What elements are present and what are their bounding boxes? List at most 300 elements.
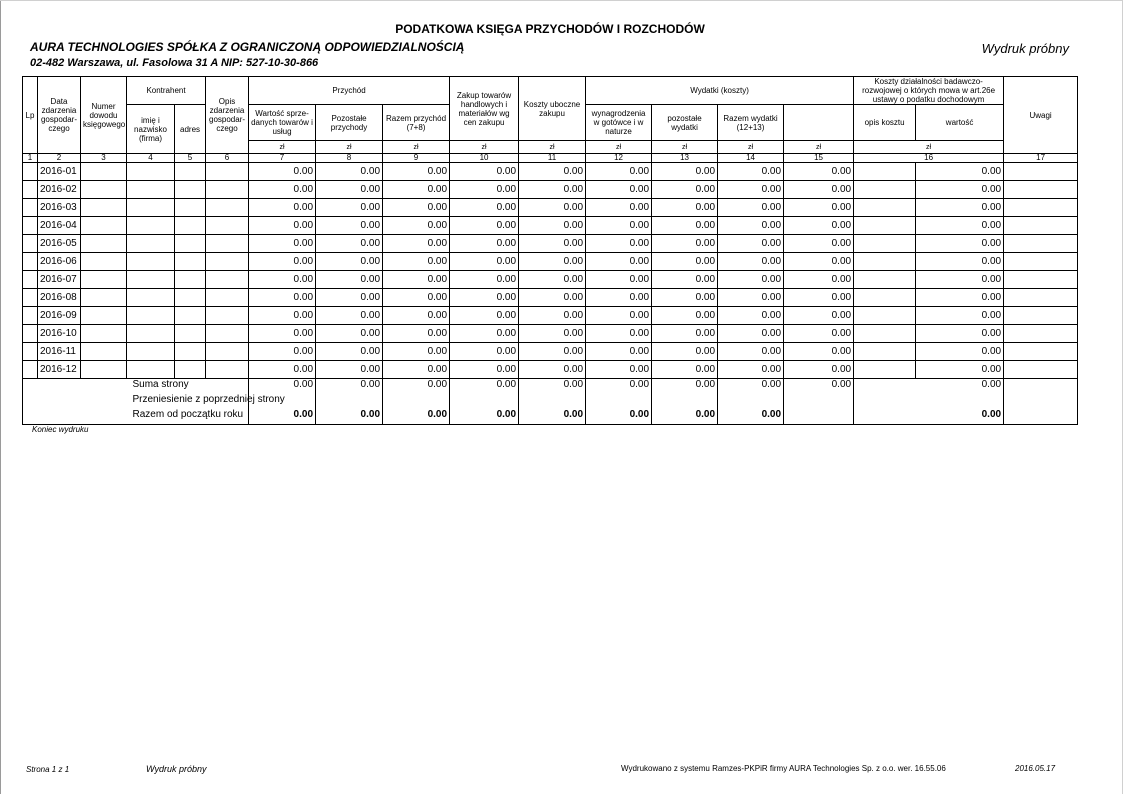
cell-value: 0.00 xyxy=(450,199,519,217)
empty-cell xyxy=(854,271,916,289)
report-title: PODATKOWA KSIĘGA PRZYCHODÓW I ROZCHODÓW xyxy=(395,22,705,36)
col-exp-other: pozostałe wydatki xyxy=(652,105,718,141)
table-row xyxy=(23,325,1078,343)
footer-draft-label: Wydruk próbny xyxy=(146,764,207,774)
cell-value: 0.00 xyxy=(383,343,450,361)
empty-cell xyxy=(23,199,38,217)
cell-value: 0.00 xyxy=(652,217,718,235)
unit-label: zł xyxy=(718,141,784,154)
cell-value: 0.00 xyxy=(784,361,854,379)
empty-cell xyxy=(23,181,38,199)
cell-value: 0.00 xyxy=(249,163,316,181)
sum-value: 0.00 xyxy=(519,379,586,395)
cell-value: 0.00 xyxy=(316,199,383,217)
empty-cell xyxy=(81,163,127,181)
cell-value: 0.00 xyxy=(652,163,718,181)
empty-cell xyxy=(175,163,206,181)
cell-value: 0.00 xyxy=(519,235,586,253)
cell-value: 0.00 xyxy=(916,343,1004,361)
year-total-label: Razem od początku roku xyxy=(81,409,249,425)
col-purchase: Zakup towarów handlowych i materiałów wg cen zakupu xyxy=(450,77,519,141)
cell-value: 0.00 xyxy=(519,253,586,271)
cell-value: 0.00 xyxy=(249,289,316,307)
cell-value: 0.00 xyxy=(586,181,652,199)
empty-cell xyxy=(175,343,206,361)
cell-value: 0.00 xyxy=(519,199,586,217)
unit-label: zł xyxy=(450,141,519,154)
empty-cell xyxy=(23,289,38,307)
cell-value: 0.00 xyxy=(652,343,718,361)
empty-cell xyxy=(127,253,175,271)
sum-value: 0.00 xyxy=(249,379,316,395)
page-number: Strona 1 z 1 xyxy=(26,765,70,774)
cell-value: 0.00 xyxy=(519,307,586,325)
cell-value: 0.00 xyxy=(586,199,652,217)
row-date: 2016-01 xyxy=(38,163,81,181)
empty-cell xyxy=(23,271,38,289)
cell-value: 0.00 xyxy=(450,181,519,199)
cell-value: 0.00 xyxy=(249,181,316,199)
col-notes: Uwagi xyxy=(1004,77,1078,154)
cell-value: 0.00 xyxy=(916,307,1004,325)
row-date: 2016-09 xyxy=(38,307,81,325)
total-value: 0.00 xyxy=(249,409,316,425)
column-number: 10 xyxy=(450,154,519,163)
cell-value: 0.00 xyxy=(383,361,450,379)
cell-value: 0.00 xyxy=(316,217,383,235)
empty-cell xyxy=(206,253,249,271)
cell-value: 0.00 xyxy=(916,271,1004,289)
empty-cell xyxy=(1004,163,1078,181)
cell-value: 0.00 xyxy=(718,271,784,289)
unit-label: zł xyxy=(652,141,718,154)
cell-value: 0.00 xyxy=(718,217,784,235)
row-date: 2016-08 xyxy=(38,289,81,307)
sum-value: 0.00 xyxy=(586,379,652,395)
empty-cell xyxy=(854,307,916,325)
empty-cell xyxy=(1004,235,1078,253)
empty-cell xyxy=(206,307,249,325)
empty-cell xyxy=(127,325,175,343)
empty-cell xyxy=(854,289,916,307)
empty-cell xyxy=(854,343,916,361)
cell-value: 0.00 xyxy=(249,343,316,361)
empty-cell xyxy=(127,235,175,253)
empty-cell xyxy=(81,235,127,253)
empty-cell xyxy=(175,307,206,325)
empty-cell xyxy=(175,235,206,253)
empty-cell xyxy=(81,361,127,379)
cell-value: 0.00 xyxy=(784,289,854,307)
col-contractor-name: imię i nazwisko (firma) xyxy=(127,105,175,154)
cell-value: 0.00 xyxy=(916,235,1004,253)
cell-value: 0.00 xyxy=(718,343,784,361)
empty-cell xyxy=(854,181,916,199)
cell-value: 0.00 xyxy=(916,181,1004,199)
ledger-table xyxy=(22,76,1078,425)
cell-value: 0.00 xyxy=(383,181,450,199)
cell-value: 0.00 xyxy=(718,307,784,325)
cell-value: 0.00 xyxy=(519,217,586,235)
total-value: 0.00 xyxy=(916,409,1004,425)
col-exp-salary: wynagrodzenia w gotówce i w naturze xyxy=(586,105,652,141)
empty-cell xyxy=(206,271,249,289)
cell-value: 0.00 xyxy=(784,271,854,289)
cell-value: 0.00 xyxy=(718,253,784,271)
table-row xyxy=(23,253,1078,271)
empty-cell xyxy=(206,289,249,307)
cell-value: 0.00 xyxy=(652,361,718,379)
cell-value: 0.00 xyxy=(249,217,316,235)
empty-cell xyxy=(1004,361,1078,379)
empty-cell xyxy=(81,181,127,199)
cell-value: 0.00 xyxy=(586,289,652,307)
cell-value: 0.00 xyxy=(383,199,450,217)
empty-cell xyxy=(206,217,249,235)
cell-value: 0.00 xyxy=(450,307,519,325)
cell-value: 0.00 xyxy=(586,307,652,325)
table-row xyxy=(23,199,1078,217)
cell-value: 0.00 xyxy=(916,199,1004,217)
empty-cell xyxy=(1004,253,1078,271)
cell-value: 0.00 xyxy=(519,181,586,199)
column-number: 1 xyxy=(23,154,38,163)
cell-value: 0.00 xyxy=(249,361,316,379)
cell-value: 0.00 xyxy=(652,253,718,271)
empty-cell xyxy=(206,361,249,379)
table-row xyxy=(23,181,1078,199)
cell-value: 0.00 xyxy=(718,199,784,217)
unit-label: zł xyxy=(586,141,652,154)
cell-value: 0.00 xyxy=(718,163,784,181)
empty-cell xyxy=(23,343,38,361)
print-date: 2016.05.17 xyxy=(1015,764,1056,773)
sum-value: 0.00 xyxy=(916,379,1004,395)
cell-value: 0.00 xyxy=(586,217,652,235)
cell-value: 0.00 xyxy=(652,181,718,199)
cell-value: 0.00 xyxy=(784,325,854,343)
col-income-other: Pozostałe przychody xyxy=(316,105,383,141)
row-date: 2016-03 xyxy=(38,199,81,217)
end-of-printout: Koniec wydruku xyxy=(32,425,89,434)
sum-value: 0.00 xyxy=(383,379,450,395)
column-number: 14 xyxy=(718,154,784,163)
cell-value: 0.00 xyxy=(383,325,450,343)
cell-value: 0.00 xyxy=(916,163,1004,181)
cell-value: 0.00 xyxy=(519,325,586,343)
page-sum-row xyxy=(23,379,1078,395)
cell-value: 0.00 xyxy=(316,289,383,307)
empty-cell xyxy=(127,181,175,199)
empty-cell xyxy=(23,253,38,271)
cell-value: 0.00 xyxy=(519,343,586,361)
cell-value: 0.00 xyxy=(450,271,519,289)
sum-value: 0.00 xyxy=(652,379,718,395)
empty-cell xyxy=(81,325,127,343)
year-total-row xyxy=(23,409,1078,425)
table-row xyxy=(23,307,1078,325)
col-expenses: Wydatki (koszty) xyxy=(586,77,854,105)
cell-value: 0.00 xyxy=(718,181,784,199)
empty-cell xyxy=(175,271,206,289)
column-number: 13 xyxy=(652,154,718,163)
col-rd-desc: opis kosztu xyxy=(854,105,916,141)
col-exp-15 xyxy=(784,105,854,141)
empty-cell xyxy=(23,163,38,181)
table-row xyxy=(23,361,1078,379)
sum-value: 0.00 xyxy=(450,379,519,395)
page-sum-label: Suma strony xyxy=(81,379,249,395)
empty-cell xyxy=(854,217,916,235)
cell-value: 0.00 xyxy=(784,217,854,235)
cell-value: 0.00 xyxy=(718,235,784,253)
row-date: 2016-12 xyxy=(38,361,81,379)
sum-value: 0.00 xyxy=(718,379,784,395)
cell-value: 0.00 xyxy=(916,217,1004,235)
cell-value: 0.00 xyxy=(249,325,316,343)
unit-label: zł xyxy=(383,141,450,154)
cell-value: 0.00 xyxy=(316,163,383,181)
table-row xyxy=(23,163,1078,181)
row-date: 2016-04 xyxy=(38,217,81,235)
empty-cell xyxy=(1004,325,1078,343)
table-row xyxy=(23,289,1078,307)
empty-cell xyxy=(206,181,249,199)
unit-label: zł xyxy=(784,141,854,154)
company-name: AURA TECHNOLOGIES SPÓŁKA Z OGRANICZONĄ ODPOWIEDZIALNOŚCIĄ xyxy=(30,40,465,54)
empty-cell xyxy=(1004,181,1078,199)
cell-value: 0.00 xyxy=(383,217,450,235)
cell-value: 0.00 xyxy=(316,235,383,253)
cell-value: 0.00 xyxy=(316,181,383,199)
cell-value: 0.00 xyxy=(249,271,316,289)
cell-value: 0.00 xyxy=(784,181,854,199)
col-income-total: Razem przychód (7+8) xyxy=(383,105,450,141)
total-value: 0.00 xyxy=(316,409,383,425)
cell-value: 0.00 xyxy=(784,307,854,325)
empty-cell xyxy=(854,253,916,271)
cell-value: 0.00 xyxy=(383,235,450,253)
table-row xyxy=(23,271,1078,289)
row-date: 2016-06 xyxy=(38,253,81,271)
cell-value: 0.00 xyxy=(450,289,519,307)
company-address: 02-482 Warszawa, ul. Fasolowa 31 A NIP: 527-10-30-866 xyxy=(30,57,319,69)
cell-value: 0.00 xyxy=(519,163,586,181)
cell-value: 0.00 xyxy=(652,199,718,217)
empty-cell xyxy=(206,163,249,181)
column-number: 8 xyxy=(316,154,383,163)
empty-cell xyxy=(81,217,127,235)
cell-value: 0.00 xyxy=(652,307,718,325)
cell-value: 0.00 xyxy=(519,289,586,307)
col-contractor-address: adres xyxy=(175,105,206,154)
col-rd-value: wartość xyxy=(916,105,1004,141)
empty-cell xyxy=(127,199,175,217)
empty-cell xyxy=(23,361,38,379)
cell-value: 0.00 xyxy=(718,289,784,307)
total-value: 0.00 xyxy=(519,409,586,425)
col-income: Przychód xyxy=(249,77,450,105)
column-number: 15 xyxy=(784,154,854,163)
cell-value: 0.00 xyxy=(586,343,652,361)
column-number: 17 xyxy=(1004,154,1078,163)
col-description: Opis zdarzenia gospodar-czego xyxy=(206,77,249,154)
cell-value: 0.00 xyxy=(450,253,519,271)
column-number: 12 xyxy=(586,154,652,163)
empty-cell xyxy=(1004,307,1078,325)
empty-cell xyxy=(23,217,38,235)
cell-value: 0.00 xyxy=(916,325,1004,343)
empty-cell xyxy=(854,235,916,253)
empty-cell xyxy=(854,325,916,343)
empty-cell xyxy=(175,253,206,271)
row-date: 2016-10 xyxy=(38,325,81,343)
empty-cell xyxy=(81,307,127,325)
col-contractor: Kontrahent xyxy=(127,77,206,105)
column-numbers-row xyxy=(23,154,1078,163)
cell-value: 0.00 xyxy=(718,361,784,379)
cell-value: 0.00 xyxy=(652,271,718,289)
empty-cell xyxy=(127,307,175,325)
col-date: Data zdarzenia gospodar-czego xyxy=(38,77,81,154)
cell-value: 0.00 xyxy=(784,235,854,253)
total-value: 0.00 xyxy=(718,409,784,425)
column-number: 9 xyxy=(383,154,450,163)
col-rd-costs: Koszty działalności badawczo-rozwojowej o których mowa w art.26e ustawy o podatku dochodowym xyxy=(854,77,1004,105)
cell-value: 0.00 xyxy=(586,325,652,343)
col-side-costs: Koszty uboczne zakupu xyxy=(519,77,586,141)
empty-cell xyxy=(175,361,206,379)
empty-cell xyxy=(206,235,249,253)
cell-value: 0.00 xyxy=(316,343,383,361)
column-number: 3 xyxy=(81,154,127,163)
empty-cell xyxy=(175,289,206,307)
cell-value: 0.00 xyxy=(784,343,854,361)
column-number: 2 xyxy=(38,154,81,163)
empty-cell xyxy=(81,253,127,271)
cell-value: 0.00 xyxy=(450,217,519,235)
cell-value: 0.00 xyxy=(784,253,854,271)
cell-value: 0.00 xyxy=(249,235,316,253)
empty-cell xyxy=(23,325,38,343)
empty-cell xyxy=(127,271,175,289)
unit-label: zł xyxy=(519,141,586,154)
empty-cell xyxy=(81,289,127,307)
empty-cell xyxy=(1004,199,1078,217)
empty-cell xyxy=(175,181,206,199)
cell-value: 0.00 xyxy=(450,343,519,361)
total-value: 0.00 xyxy=(586,409,652,425)
column-number: 4 xyxy=(127,154,175,163)
page-top-border xyxy=(0,0,1123,1)
empty-cell xyxy=(206,199,249,217)
empty-cell xyxy=(127,217,175,235)
empty-cell xyxy=(81,199,127,217)
cell-value: 0.00 xyxy=(316,253,383,271)
row-date: 2016-07 xyxy=(38,271,81,289)
total-value: 0.00 xyxy=(652,409,718,425)
sum-value: 0.00 xyxy=(316,379,383,395)
cell-value: 0.00 xyxy=(519,361,586,379)
carry-over-label: Przeniesienie z poprzedniej strony xyxy=(132,394,285,405)
empty-cell xyxy=(127,343,175,361)
col-doc-number: Numer dowodu księgowego xyxy=(81,77,127,154)
cell-value: 0.00 xyxy=(916,289,1004,307)
cell-value: 0.00 xyxy=(383,289,450,307)
col-exp-total: Razem wydatki (12+13) xyxy=(718,105,784,141)
row-date: 2016-05 xyxy=(38,235,81,253)
empty-cell xyxy=(1004,271,1078,289)
cell-value: 0.00 xyxy=(652,235,718,253)
empty-cell xyxy=(175,325,206,343)
cell-value: 0.00 xyxy=(652,325,718,343)
cell-value: 0.00 xyxy=(249,307,316,325)
empty-cell xyxy=(854,199,916,217)
cell-value: 0.00 xyxy=(586,163,652,181)
cell-value: 0.00 xyxy=(383,271,450,289)
cell-value: 0.00 xyxy=(316,325,383,343)
table-row xyxy=(23,235,1078,253)
unit-label: zł xyxy=(249,141,316,154)
sum-value: 0.00 xyxy=(784,379,854,395)
table-row xyxy=(23,217,1078,235)
column-number: 7 xyxy=(249,154,316,163)
empty-cell xyxy=(1004,289,1078,307)
cell-value: 0.00 xyxy=(383,253,450,271)
empty-cell xyxy=(23,235,38,253)
empty-cell xyxy=(175,217,206,235)
draft-label: Wydruk próbny xyxy=(981,41,1069,56)
cell-value: 0.00 xyxy=(916,361,1004,379)
empty-cell xyxy=(206,325,249,343)
empty-cell xyxy=(81,271,127,289)
cell-value: 0.00 xyxy=(450,235,519,253)
column-number: 16 xyxy=(854,154,1004,163)
empty-cell xyxy=(127,361,175,379)
table-row xyxy=(23,343,1078,361)
cell-value: 0.00 xyxy=(586,361,652,379)
empty-cell xyxy=(1004,343,1078,361)
cell-value: 0.00 xyxy=(519,271,586,289)
empty-cell xyxy=(854,163,916,181)
total-value: 0.00 xyxy=(383,409,450,425)
col-income-sales: Wartość sprze-danych towarów i usług xyxy=(249,105,316,141)
cell-value: 0.00 xyxy=(249,199,316,217)
column-number: 6 xyxy=(206,154,249,163)
cell-value: 0.00 xyxy=(784,163,854,181)
cell-value: 0.00 xyxy=(586,235,652,253)
total-value: 0.00 xyxy=(450,409,519,425)
row-date: 2016-02 xyxy=(38,181,81,199)
empty-cell xyxy=(127,289,175,307)
empty-cell xyxy=(175,199,206,217)
empty-cell xyxy=(854,361,916,379)
cell-value: 0.00 xyxy=(316,307,383,325)
cell-value: 0.00 xyxy=(652,289,718,307)
cell-value: 0.00 xyxy=(383,163,450,181)
empty-cell xyxy=(1004,217,1078,235)
cell-value: 0.00 xyxy=(316,271,383,289)
cell-value: 0.00 xyxy=(450,361,519,379)
printed-by: Wydrukowano z systemu Ramzes-PKPiR firmy AURA Technologies Sp. z o.o. wer. 16.55.06 xyxy=(621,764,946,773)
cell-value: 0.00 xyxy=(718,325,784,343)
cell-value: 0.00 xyxy=(383,307,450,325)
cell-value: 0.00 xyxy=(586,253,652,271)
carry-over-row xyxy=(23,394,1078,409)
unit-label: zł xyxy=(854,141,1004,154)
col-lp: Lp xyxy=(23,77,38,154)
column-number: 11 xyxy=(519,154,586,163)
